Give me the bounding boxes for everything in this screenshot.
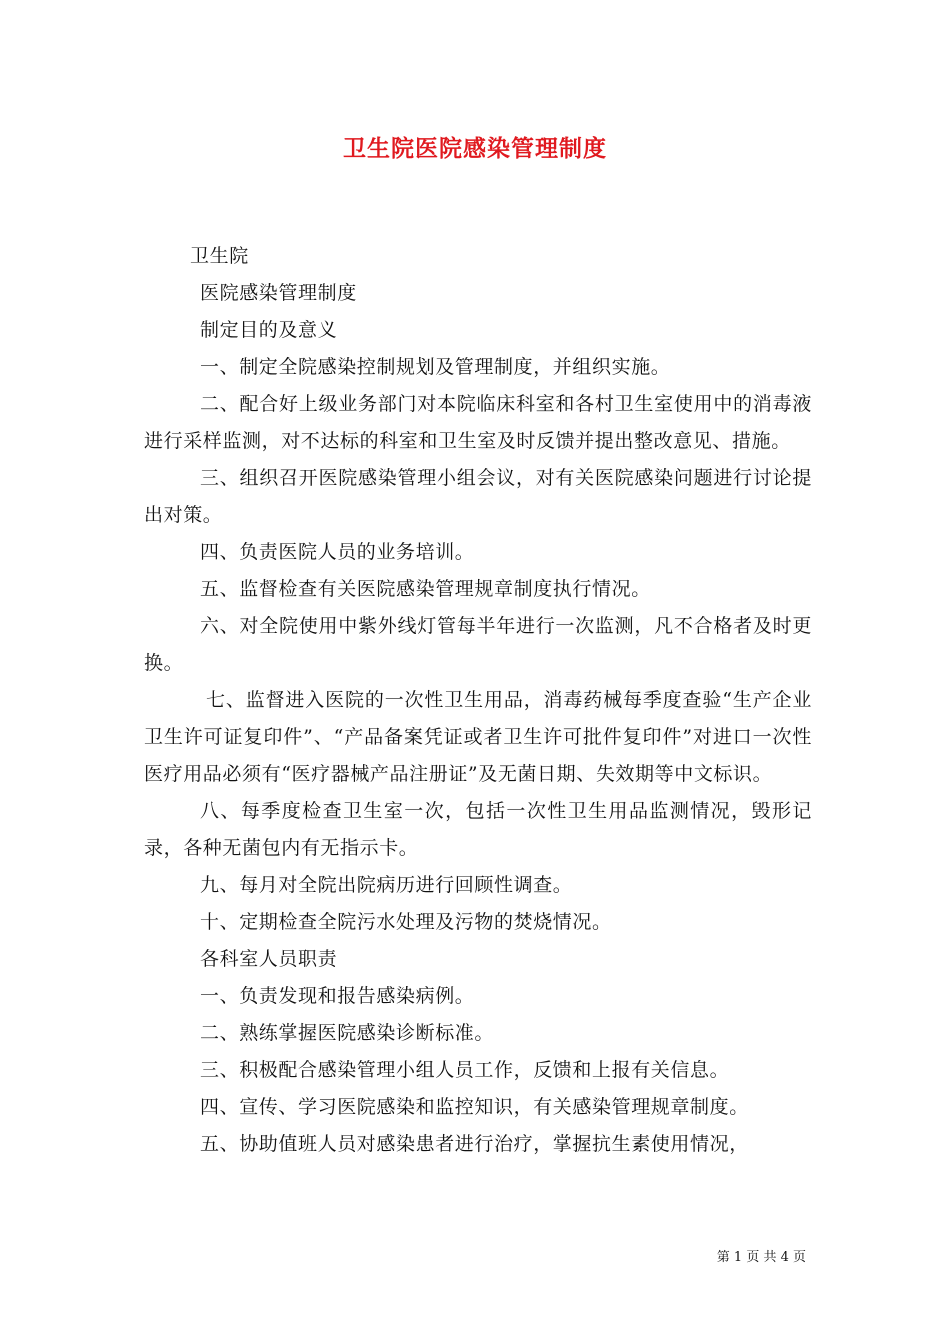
page-number: 第 1 页 共 4 页 (716, 1250, 806, 1265)
paragraph-item-2: 二、配合好上级业务部门对本院临床科室和各村卫生室使用中的消毒液进行采样监测，对不达标的科室和卫生室及时反馈并提出整改意见、措施。 (144, 393, 812, 452)
paragraph-duty-2: 二、熟练掌握医院感染诊断标准。 (200, 1022, 495, 1044)
paragraph-item-9: 九、每月对全院出院病历进行回顾性调查。 (200, 874, 573, 896)
section-heading-purpose: 制定目的及意义 (200, 319, 338, 341)
paragraph-item-7: 七、监督进入医院的一次性卫生用品，消毒药械每季度查验“生产企业卫生许可证复印件”、“产品备案凭证或者卫生许可批件复印件”对进口一次性医疗用品必须有“医疗器械产品注册证”及无菌日期、失效期等中文标识。 (144, 689, 812, 785)
document-title: 卫生院医院感染管理制度 (343, 135, 607, 162)
paragraph-duty-3: 三、积极配合感染管理小组人员工作，反馈和上报有关信息。 (200, 1059, 730, 1081)
paragraph-item-5: 五、监督检查有关医院感染管理规章制度执行情况。 (200, 578, 651, 600)
paragraph-subtitle: 医院感染管理制度 (200, 282, 357, 304)
paragraph-item-6: 六、对全院使用中紫外线灯管每半年进行一次监测，凡不合格者及时更换。 (144, 615, 812, 674)
paragraph-item-10: 十、定期检查全院污水处理及污物的焚烧情况。 (200, 911, 612, 933)
paragraph-item-8: 八、每季度检查卫生室一次，包括一次性卫生用品监测情况，毁形记录，各种无菌包内有无指示卡。 (144, 800, 812, 859)
document-body (144, 238, 812, 1163)
paragraph-duty-1: 一、负责发现和报告感染病例。 (200, 985, 475, 1007)
paragraph-item-3: 三、组织召开医院感染管理小组会议，对有关医院感染问题进行讨论提出对策。 (144, 467, 812, 526)
paragraph-duty-4: 四、宣传、学习医院感染和监控知识，有关感染管理规章制度。 (200, 1096, 749, 1118)
paragraph-item-4: 四、负责医院人员的业务培训。 (200, 541, 475, 563)
paragraph-duty-5: 五、协助值班人员对感染患者进行治疗，掌握抗生素使用情况， (200, 1133, 749, 1155)
paragraph-item-1: 一、制定全院感染控制规划及管理制度，并组织实施。 (200, 356, 671, 378)
section-heading-duties: 各科室人员职责 (200, 948, 338, 970)
paragraph-org-name: 卫生院 (190, 245, 249, 267)
